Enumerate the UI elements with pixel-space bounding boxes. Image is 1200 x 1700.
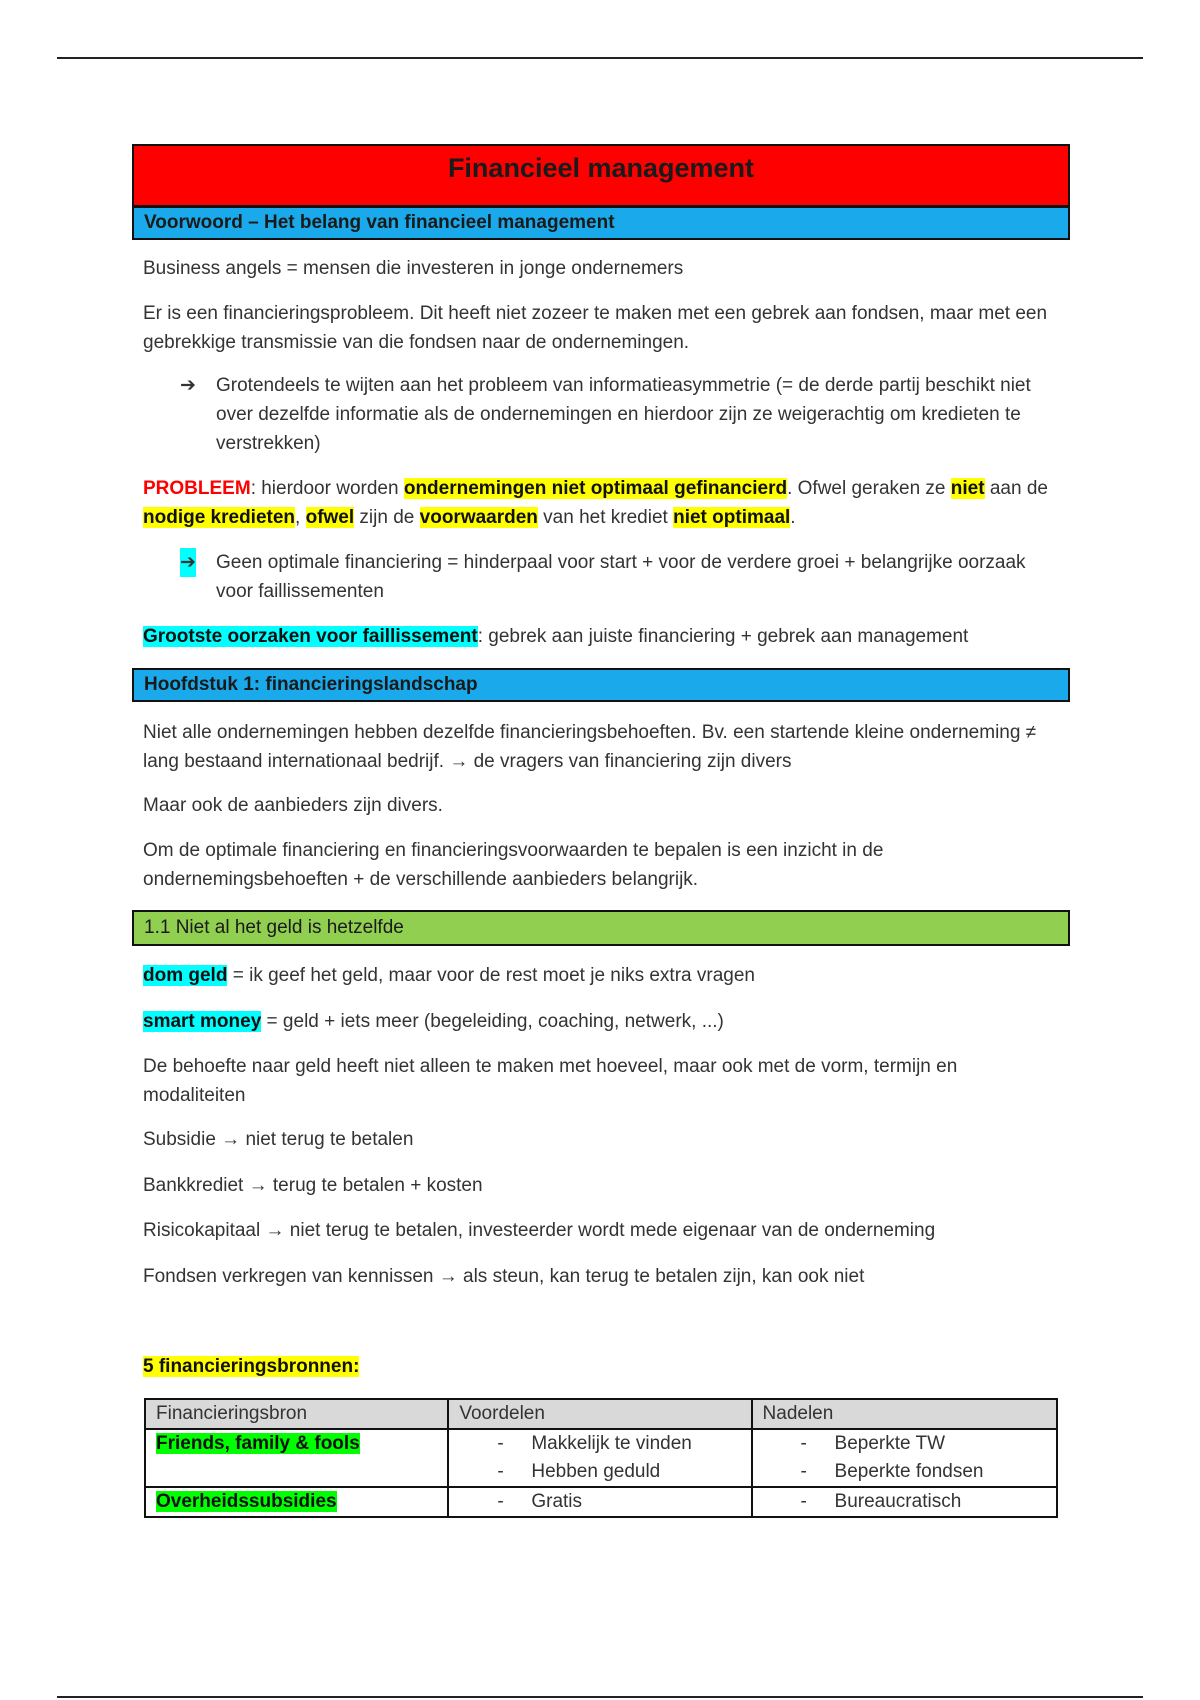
- paragraph-behoefte: De behoefte naar geld heeft niet alleen te maken met hoeveel, maar ook met de vorm, termijn en modaliteiten: [143, 1056, 958, 1106]
- document-body: [132, 144, 1070, 1518]
- list-item: - Hebben geduld: [459, 1458, 740, 1486]
- bullet-optimale-financiering: [132, 548, 1070, 606]
- paragraph-aanbieders: Maar ook de aanbieders zijn divers.: [143, 795, 443, 816]
- table-cell-voordelen: [448, 1487, 751, 1517]
- arrow-icon: ➔: [180, 548, 196, 577]
- bottom-rule: [57, 1696, 1143, 1698]
- list-item: - Gratis: [459, 1488, 740, 1516]
- highlight: Overheidssubsidies: [156, 1491, 337, 1512]
- nadelen-list: [763, 1430, 1046, 1486]
- subsection-heading-1-1: 1.1 Niet al het geld is hetzelfde: [132, 910, 1070, 946]
- table-cell-bron: [145, 1429, 448, 1487]
- section-heading-voorwoord: Voorwoord – Het belang van financieel management: [132, 206, 1070, 240]
- paragraph-business-angels: Business angels = mensen die investeren in jonge ondernemers: [143, 258, 684, 279]
- highlight: dom geld: [143, 965, 228, 986]
- paragraph-optimale-financiering: Om de optimale financiering en financieringsvoorwaarden te bepalen is een inzicht in de ondernemingsbehoeften + de verschillende aanbieders belangrijk.: [143, 840, 884, 890]
- table-row: [145, 1429, 1057, 1487]
- highlight: niet optimaal: [673, 507, 791, 528]
- paragraph-risicokapitaal: Risicokapitaal → niet terug te betalen, investeerder wordt mede eigenaar van de onderneming: [143, 1220, 936, 1241]
- paragraph-bronnen-heading: [132, 1352, 1070, 1381]
- paragraph-dom-geld: dom geld = ik geef het geld, maar voor de rest moet je niks extra vragen: [143, 965, 755, 986]
- highlight: nodige kredieten: [143, 507, 296, 528]
- paragraph-bankkrediet: Bankkrediet → terug te betalen + kosten: [143, 1175, 483, 1196]
- table-header-row: [145, 1399, 1057, 1429]
- highlight: Grootste oorzaken voor faillissement: [143, 626, 478, 647]
- arrow-icon: ➔: [180, 375, 196, 396]
- highlight: voorwaarden: [419, 507, 538, 528]
- paragraph-probleem: PROBLEEM: hierdoor worden ondernemingen niet optimaal gefinancierd. Ofwel geraken ze niet aan de nodige kredieten, ofwel zijn de voorwaarden van het krediet niet optimaal.: [143, 478, 1048, 528]
- table-header-cell: Nadelen: [752, 1399, 1057, 1429]
- bullet-text: Geen optimale financiering = hinderpaal voor start + voor de verdere groei + belangrijke oorzaak voor faillissementen: [216, 552, 1026, 602]
- table-row: [145, 1487, 1057, 1517]
- financieringsbronnen-table: [144, 1398, 1058, 1518]
- list-item: - Makkelijk te vinden: [459, 1430, 740, 1458]
- paragraph-financieringsbehoeften: Niet alle ondernemingen hebben dezelfde financieringsbehoeften. Bv. een startende kleine onderneming ≠ lang bestaand internationaal bedrijf. → de vragers van financiering zijn divers: [143, 722, 1037, 772]
- table-cell-nadelen: [752, 1429, 1057, 1487]
- document-title: Financieel management: [132, 144, 1070, 206]
- paragraph-smart-money: smart money = geld + iets meer (begeleiding, coaching, netwerk, ...): [143, 1011, 724, 1032]
- bullet-text: Grotendeels te wijten aan het probleem van informatieasymmetrie (= de derde partij beschikt niet over dezelfde informatie als de ondernemingen en hierdoor zijn ze weigerachtig om kredieten te verstrekken): [216, 375, 1031, 454]
- bullet-informatieasymmetrie: [132, 371, 1070, 458]
- highlight: niet: [950, 478, 985, 499]
- highlight: Friends, family & fools: [156, 1433, 360, 1454]
- highlight: ofwel: [305, 507, 355, 528]
- paragraph-financieringsprobleem: Er is een financieringsprobleem. Dit heeft niet zozeer te maken met een gebrek aan fondsen, maar met een gebrekkige transmissie van die fondsen naar de ondernemingen.: [143, 303, 1048, 353]
- top-rule: [57, 57, 1143, 59]
- table-header-cell: Financieringsbron: [145, 1399, 448, 1429]
- list-item: - Beperkte fondsen: [763, 1458, 1046, 1486]
- highlight: smart money: [143, 1011, 262, 1032]
- paragraph-subsidie: Subsidie → niet terug te betalen: [143, 1129, 414, 1150]
- paragraph-grootste-oorzaken: Grootste oorzaken voor faillissement: gebrek aan juiste financiering + gebrek aan management: [143, 626, 969, 647]
- table-header-cell: Voordelen: [448, 1399, 751, 1429]
- table-cell-voordelen: [448, 1429, 751, 1487]
- table-cell-nadelen: [752, 1487, 1057, 1517]
- list-item: - Beperkte TW: [763, 1430, 1046, 1458]
- list-item: - Bureaucratisch: [763, 1488, 1046, 1516]
- voordelen-list: [459, 1430, 740, 1486]
- table-cell-bron: [145, 1487, 448, 1517]
- section-heading-hoofdstuk1: Hoofdstuk 1: financieringslandschap: [132, 668, 1070, 702]
- probleem-label: PROBLEEM: [143, 478, 251, 499]
- highlight: 5 financieringsbronnen:: [143, 1356, 360, 1377]
- voordelen-list: [459, 1488, 740, 1516]
- highlight: ondernemingen niet optimaal gefinancierd: [403, 478, 788, 499]
- nadelen-list: [763, 1488, 1046, 1516]
- paragraph-fondsen: Fondsen verkregen van kennissen → als steun, kan terug te betalen zijn, kan ook niet: [143, 1266, 865, 1287]
